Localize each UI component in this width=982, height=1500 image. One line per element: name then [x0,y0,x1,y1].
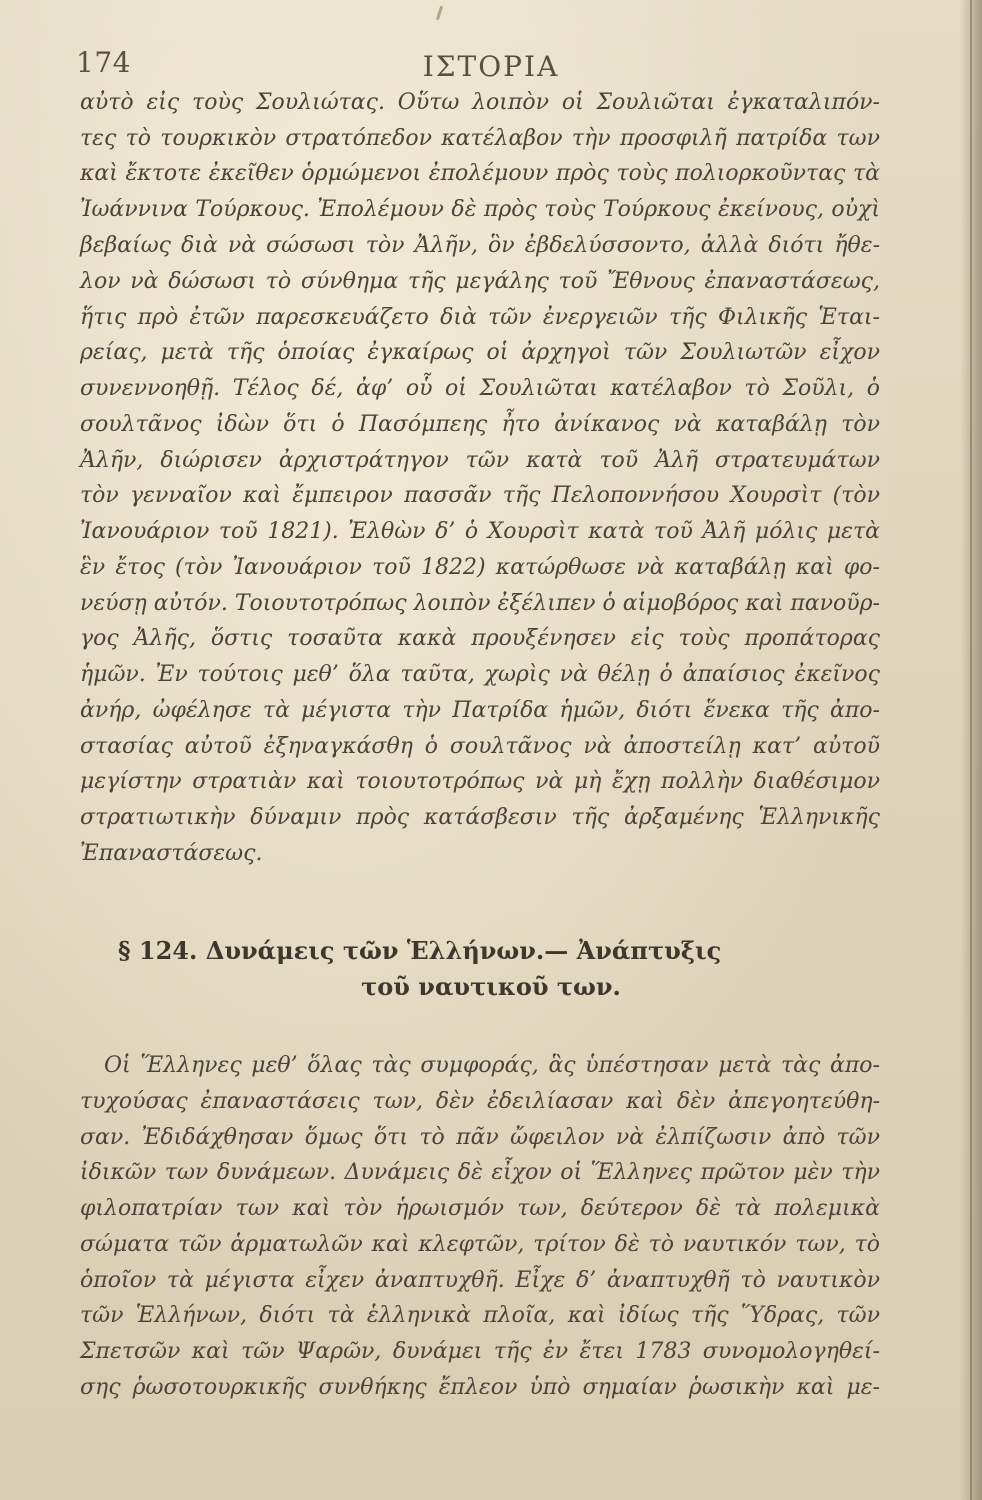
text-line: στασίας αὐτοῦ ἐξηναγκάσθη ὁ σουλτᾶνος νὰ ἀποστείλῃ κατ’ αὐτοῦ [80,734,880,759]
text-line: σουλτᾶνος ἰδὼν ὅτι ὁ Πασόμπεης ἦτο ἀνίκανος νὰ καταβάλῃ τὸν [80,412,880,437]
text-line: γος Ἀλῆς, ὅστις τοσαῦτα κακὰ προυξένησεν εἰς τοὺς προπάτορας [80,626,880,651]
running-head: ΙΣΤΟΡΙΑ [422,50,560,83]
text-line: ἰδικῶν των δυνάμεων. Δυνάμεις δὲ εἶχον οἱ Ἕλληνες πρῶτον μὲν τὴν [80,1160,880,1185]
text-line: τες τὸ τουρκικὸν στρατόπεδον κατέλαβον τὴν προσφιλῆ πατρίδα των [80,126,880,151]
text-line: στρατιωτικὴν δύναμιν πρὸς κατάσβεσιν τῆς ἀρξαμένης Ἑλληνικῆς [80,805,880,830]
section-heading: § 124. Δυνάμεις τῶν Ἑλλήνων.— Ἀνάπτυξις [118,936,722,965]
section-heading-continued: τοῦ ναυτικοῦ των. [361,972,621,1001]
text-line: αὐτὸ εἰς τοὺς Σουλιώτας. Οὕτω λοιπὸν οἱ Σουλιῶται ἐγκαταλιπόν- [80,90,880,115]
pencil-tick-mark [436,6,443,20]
page-number: 174 [76,46,131,79]
text-line: σης ῥωσοτουρκικῆς συνθήκης ἔπλεον ὑπὸ σημαίαν ῥωσικὴν καὶ με- [80,1375,880,1400]
text-line: ρείας, μετὰ τῆς ὁποίας ἐγκαίρως οἱ ἀρχηγοὶ τῶν Σουλιωτῶν εἶχον [80,340,880,365]
text-line: βεβαίως διὰ νὰ σώσωσι τὸν Ἀλῆν, ὃν ἐβδελύσσοντο, ἀλλὰ διότι ἤθε- [80,233,880,258]
text-line: τυχούσας ἐπαναστάσεις των, δὲν ἐδειλίασαν καὶ δὲν ἀπεγοητεύθη- [80,1089,880,1114]
text-line: μεγίστην στρατιὰν καὶ τοιουτοτρόπως νὰ μὴ ἔχῃ πολλὴν διαθέσιμον [80,769,880,794]
text-line: ἥτις πρὸ ἐτῶν παρεσκευάζετο διὰ τῶν ἐνεργειῶν τῆς Φιλικῆς Ἑται- [80,305,880,330]
text-line: καὶ ἔκτοτε ἐκεῖθεν ὁρμώμενοι ἐπολέμουν πρὸς τοὺς πολιορκοῦντας τὰ [80,161,880,186]
text-line: Ἀλῆν, διώρισεν ἀρχιστράτηγον τῶν κατὰ τοῦ Ἀλῆ στρατευμάτων [80,448,880,473]
text-line: ὁποῖον τὰ μέγιστα εἶχεν ἀναπτυχθῆ. Εἶχε δ’ ἀναπτυχθῆ τὸ ναυτικὸν [80,1268,880,1293]
text-line: ἓν ἔτος (τὸν Ἰανουάριον τοῦ 1822) κατώρθωσε νὰ καταβάλῃ καὶ φο- [80,555,880,580]
page-edge-line [970,0,972,1500]
text-line: Ἐπαναστάσεως. [80,841,263,866]
text-line: σώματα τῶν ἁρματωλῶν καὶ κλεφτῶν, τρίτον δὲ τὸ ναυτικόν των, τὸ [80,1232,880,1257]
text-line: Σπετσῶν καὶ τῶν Ψαρῶν, δυνάμει τῆς ἐν ἔτει 1783 συνομολογηθεί- [80,1339,880,1364]
text-line: Οἱ Ἕλληνες μεθ’ ὅλας τὰς συμφοράς, ἃς ὑπέστησαν μετὰ τὰς ἀπο- [104,1053,880,1078]
text-line: ἀνήρ, ὠφέλησε τὰ μέγιστα τὴν Πατρίδα ἡμῶν, διότι ἕνεκα τῆς ἀπο- [80,698,880,723]
text-line: συνεννοηθῇ. Τέλος δέ, ἀφ’ οὗ οἱ Σουλιῶται κατέλαβον τὸ Σοῦλι, ὁ [80,376,880,401]
text-line: λον νὰ δώσωσι τὸ σύνθημα τῆς μεγάλης τοῦ Ἔθνους ἐπαναστάσεως, [80,269,880,294]
text-line: Ἰωάννινα Τούρκους. Ἐπολέμουν δὲ πρὸς τοὺς Τούρκους ἐκείνους, οὐχὶ [80,197,880,222]
text-line: τὸν γενναῖον καὶ ἔμπειρον πασσᾶν τῆς Πελοποννήσου Χουρσὶτ (τὸν [80,483,880,508]
text-line: Ἰανουάριον τοῦ 1821). Ἐλθὼν δ’ ὁ Χουρσὶτ κατὰ τοῦ Ἀλῆ μόλις μετὰ [80,519,880,544]
text-line: νεύσῃ αὐτόν. Τοιουτοτρόπως λοιπὸν ἐξέλιπεν ὁ αἱμοβόρος καὶ πανοῦρ- [80,591,880,616]
text-line: σαν. Ἐδιδάχθησαν ὅμως ὅτι τὸ πᾶν ὤφειλον νὰ ἐλπίζωσιν ἀπὸ τῶν [80,1125,880,1150]
text-line: τῶν Ἑλλήνων, διότι τὰ ἑλληνικὰ πλοῖα, καὶ ἰδίως τῆς Ὕδρας, τῶν [80,1303,880,1328]
text-line: ἡμῶν. Ἐν τούτοις μεθ’ ὅλα ταῦτα, χωρὶς νὰ θέλῃ ὁ ἀπαίσιος ἐκεῖνος [80,662,880,687]
text-line: φιλοπατρίαν των καὶ τὸν ἡρωισμόν των, δεύτερον δὲ τὰ πολεμικὰ [80,1196,880,1221]
